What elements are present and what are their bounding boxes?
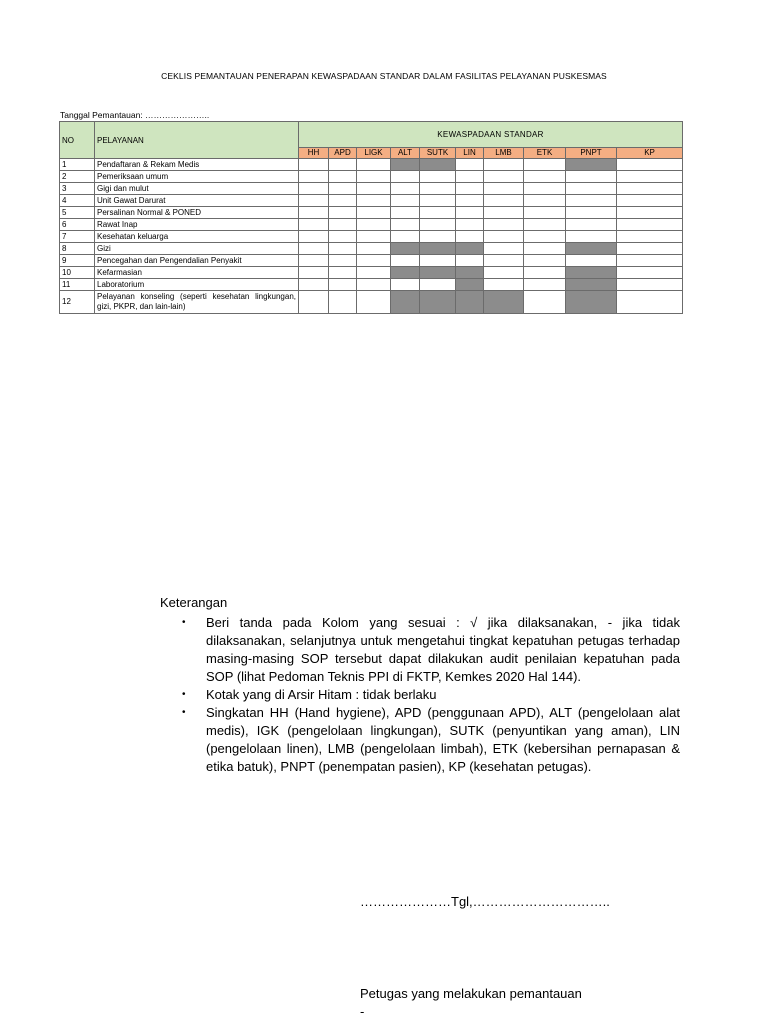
check-cell-etk[interactable]: [524, 207, 566, 219]
check-cell-ligk[interactable]: [357, 159, 391, 171]
check-cell-pnpt[interactable]: [566, 219, 617, 231]
check-cell-apd[interactable]: [329, 243, 357, 255]
service-name: Rawat Inap: [95, 219, 299, 231]
check-cell-apd[interactable]: [329, 255, 357, 267]
subheader-ligk: LIGK: [357, 148, 391, 159]
check-cell-etk[interactable]: [524, 267, 566, 279]
check-cell-pnpt[interactable]: [566, 183, 617, 195]
not-applicable-cell: [391, 291, 420, 314]
document-title: CEKLIS PEMANTAUAN PENERAPAN KEWASPADAAN STANDAR DALAM FASILITAS PELAYANAN PUSKESMAS: [161, 71, 607, 81]
check-cell-etk[interactable]: [524, 159, 566, 171]
check-cell-sutk[interactable]: [420, 231, 456, 243]
check-cell-alt[interactable]: [391, 231, 420, 243]
service-name: Persalinan Normal & PONED: [95, 207, 299, 219]
bullet-icon: •: [182, 617, 186, 628]
table-row: [60, 231, 683, 243]
check-cell-apd[interactable]: [329, 267, 357, 279]
service-name: Pendaftaran & Rekam Medis: [95, 159, 299, 171]
header-service: PELAYANAN: [95, 122, 299, 159]
check-cell-lmb[interactable]: [484, 255, 524, 267]
subheader-sutk: SUTK: [420, 148, 456, 159]
check-cell-lmb[interactable]: [484, 171, 524, 183]
check-cell-pnpt[interactable]: [566, 207, 617, 219]
not-applicable-cell: [391, 243, 420, 255]
subheader-etk: ETK: [524, 148, 566, 159]
not-applicable-cell: [420, 159, 456, 171]
check-cell-lmb[interactable]: [484, 207, 524, 219]
check-cell-lmb[interactable]: [484, 219, 524, 231]
check-cell-hh[interactable]: [299, 159, 329, 171]
service-name: Unit Gawat Darurat: [95, 195, 299, 207]
check-cell-lmb[interactable]: [484, 159, 524, 171]
note-text: Singkatan HH (Hand hygiene), APD (penggunaan APD), ALT (pengelolaan alat medis), IGK (pengelolaan lingkungan), SUTK (penyuntikan yang aman), LIN (pengelolaan linen), LMB (pengelolaan limbah), ETK (kebersihan pernapasan & etika batuk), PNPT (penempatan pasien), KP (kesehatan petugas).: [206, 705, 680, 774]
check-cell-sutk[interactable]: [420, 207, 456, 219]
signer-label: Petugas yang melakukan pemantauan: [360, 986, 582, 1001]
table-row: [60, 207, 683, 219]
check-cell-apd[interactable]: [329, 219, 357, 231]
not-applicable-cell: [456, 291, 484, 314]
row-number: 5: [60, 207, 95, 219]
check-cell-apd[interactable]: [329, 207, 357, 219]
check-cell-hh[interactable]: [299, 279, 329, 291]
subheader-pnpt: PNPT: [566, 148, 617, 159]
check-cell-apd[interactable]: [329, 159, 357, 171]
subheader-apd: APD: [329, 148, 357, 159]
row-number: 8: [60, 243, 95, 255]
not-applicable-cell: [566, 267, 617, 279]
check-cell-lmb[interactable]: [484, 267, 524, 279]
subheader-lin: LIN: [456, 148, 484, 159]
check-cell-hh[interactable]: [299, 267, 329, 279]
check-cell-hh[interactable]: [299, 219, 329, 231]
check-cell-lin[interactable]: [456, 231, 484, 243]
notes-title: Keterangan: [160, 595, 228, 610]
check-cell-hh[interactable]: [299, 183, 329, 195]
row-number: 3: [60, 183, 95, 195]
monitoring-date-line: Tanggal Pemantauan: …………………..: [60, 110, 210, 120]
not-applicable-cell: [391, 159, 420, 171]
check-cell-ligk[interactable]: [357, 279, 391, 291]
check-cell-ligk[interactable]: [357, 183, 391, 195]
not-applicable-cell: [391, 267, 420, 279]
header-standard-precautions: KEWASPADAAN STANDAR: [299, 122, 683, 148]
check-cell-alt[interactable]: [391, 219, 420, 231]
check-cell-hh[interactable]: [299, 291, 329, 314]
bullet-icon: •: [182, 689, 186, 700]
check-cell-sutk[interactable]: [420, 219, 456, 231]
table-row: [60, 171, 683, 183]
check-cell-lin[interactable]: [456, 219, 484, 231]
check-cell-etk[interactable]: [524, 195, 566, 207]
check-cell-kp[interactable]: [617, 255, 683, 267]
check-cell-ligk[interactable]: [357, 291, 391, 314]
table-row: [60, 195, 683, 207]
check-cell-ligk[interactable]: [357, 195, 391, 207]
check-cell-ligk[interactable]: [357, 171, 391, 183]
check-cell-kp[interactable]: [617, 159, 683, 171]
check-cell-etk[interactable]: [524, 171, 566, 183]
check-cell-pnpt[interactable]: [566, 171, 617, 183]
check-cell-apd[interactable]: [329, 195, 357, 207]
service-name: Gigi dan mulut: [95, 183, 299, 195]
check-cell-sutk[interactable]: [420, 183, 456, 195]
check-cell-lin[interactable]: [456, 183, 484, 195]
subheader-lmb: LMB: [484, 148, 524, 159]
signer-name-dash: -: [360, 1004, 365, 1019]
check-cell-apd[interactable]: [329, 171, 357, 183]
check-cell-ligk[interactable]: [357, 243, 391, 255]
check-cell-alt[interactable]: [391, 171, 420, 183]
check-cell-alt[interactable]: [391, 279, 420, 291]
check-cell-alt[interactable]: [391, 195, 420, 207]
check-cell-kp[interactable]: [617, 183, 683, 195]
check-cell-hh[interactable]: [299, 207, 329, 219]
row-number: 11: [60, 279, 95, 291]
check-cell-lmb[interactable]: [484, 195, 524, 207]
not-applicable-cell: [420, 267, 456, 279]
check-cell-hh[interactable]: [299, 195, 329, 207]
check-cell-lmb[interactable]: [484, 183, 524, 195]
check-cell-ligk[interactable]: [357, 207, 391, 219]
service-name: Laboratorium: [95, 279, 299, 291]
service-name: Pemeriksaan umum: [95, 171, 299, 183]
check-cell-etk[interactable]: [524, 183, 566, 195]
check-cell-hh[interactable]: [299, 171, 329, 183]
check-cell-sutk[interactable]: [420, 171, 456, 183]
table-row: [60, 255, 683, 267]
check-cell-alt[interactable]: [391, 207, 420, 219]
not-applicable-cell: [484, 291, 524, 314]
note-text: Beri tanda pada Kolom yang sesuai : √ jika dilaksanakan, - jika tidak dilaksanakan, selanjutnya untuk mengetahui tingkat kepatuhan petugas terhadap masing-masing SOP tersebut dapat dilakukan audit penilaian kepatuhan pada SOP (lihat Pedoman Teknis PPI di FKTP, Kemkes 2020 Hal 144).: [206, 615, 680, 684]
not-applicable-cell: [566, 243, 617, 255]
row-number: 4: [60, 195, 95, 207]
check-cell-alt[interactable]: [391, 183, 420, 195]
row-number: 10: [60, 267, 95, 279]
subheader-alt: ALT: [391, 148, 420, 159]
check-cell-apd[interactable]: [329, 291, 357, 314]
check-cell-kp[interactable]: [617, 243, 683, 255]
check-cell-pnpt[interactable]: [566, 195, 617, 207]
note-text: Kotak yang di Arsir Hitam : tidak berlaku: [206, 687, 437, 702]
not-applicable-cell: [456, 267, 484, 279]
not-applicable-cell: [420, 291, 456, 314]
check-cell-kp[interactable]: [617, 291, 683, 314]
check-cell-pnpt[interactable]: [566, 231, 617, 243]
check-cell-etk[interactable]: [524, 291, 566, 314]
table-row: [60, 183, 683, 195]
check-cell-pnpt[interactable]: [566, 255, 617, 267]
note-item: [182, 614, 680, 686]
check-cell-apd[interactable]: [329, 279, 357, 291]
row-number: 12: [60, 291, 95, 314]
table-row: [60, 159, 683, 171]
check-cell-kp[interactable]: [617, 267, 683, 279]
check-cell-apd[interactable]: [329, 183, 357, 195]
check-cell-kp[interactable]: [617, 219, 683, 231]
bullet-icon: •: [182, 707, 186, 718]
service-name: Pelayanan konseling (seperti kesehatan lingkungan, gizi, PKPR, dan lain-lain): [95, 291, 299, 314]
not-applicable-cell: [566, 159, 617, 171]
check-cell-lin[interactable]: [456, 195, 484, 207]
service-name: Gizi: [95, 243, 299, 255]
check-cell-ligk[interactable]: [357, 219, 391, 231]
check-cell-lmb[interactable]: [484, 243, 524, 255]
check-cell-lin[interactable]: [456, 207, 484, 219]
row-number: 7: [60, 231, 95, 243]
check-cell-etk[interactable]: [524, 255, 566, 267]
table-body: [60, 159, 683, 314]
not-applicable-cell: [456, 243, 484, 255]
check-cell-alt[interactable]: [391, 255, 420, 267]
notes-section: [160, 594, 680, 776]
row-number: 6: [60, 219, 95, 231]
note-item: [182, 686, 680, 704]
check-cell-lin[interactable]: [456, 159, 484, 171]
check-cell-etk[interactable]: [524, 279, 566, 291]
note-item: [182, 704, 680, 776]
check-cell-sutk[interactable]: [420, 255, 456, 267]
check-cell-sutk[interactable]: [420, 279, 456, 291]
check-cell-ligk[interactable]: [357, 267, 391, 279]
check-cell-ligk[interactable]: [357, 231, 391, 243]
header-no: NO: [60, 122, 95, 159]
check-cell-lmb[interactable]: [484, 231, 524, 243]
check-cell-hh[interactable]: [299, 231, 329, 243]
service-name: Kefarmasian: [95, 267, 299, 279]
row-number: 1: [60, 159, 95, 171]
check-cell-etk[interactable]: [524, 231, 566, 243]
check-cell-kp[interactable]: [617, 195, 683, 207]
table-row: [60, 267, 683, 279]
table-row: [60, 291, 683, 314]
table-row: [60, 243, 683, 255]
check-cell-lin[interactable]: [456, 255, 484, 267]
not-applicable-cell: [566, 279, 617, 291]
signature-date-line: …………………Tgl,…………………………..: [360, 894, 610, 909]
row-number: 2: [60, 171, 95, 183]
check-cell-etk[interactable]: [524, 219, 566, 231]
subheader-kp: KP: [617, 148, 683, 159]
check-cell-kp[interactable]: [617, 207, 683, 219]
check-cell-etk[interactable]: [524, 243, 566, 255]
table-row: [60, 219, 683, 231]
check-cell-lin[interactable]: [456, 171, 484, 183]
check-cell-hh[interactable]: [299, 243, 329, 255]
check-cell-sutk[interactable]: [420, 195, 456, 207]
check-cell-kp[interactable]: [617, 171, 683, 183]
subheader-hh: HH: [299, 148, 329, 159]
checklist-table: [59, 121, 683, 314]
row-number: 9: [60, 255, 95, 267]
check-cell-kp[interactable]: [617, 231, 683, 243]
check-cell-lmb[interactable]: [484, 279, 524, 291]
not-applicable-cell: [566, 291, 617, 314]
check-cell-hh[interactable]: [299, 255, 329, 267]
not-applicable-cell: [456, 279, 484, 291]
not-applicable-cell: [420, 243, 456, 255]
check-cell-kp[interactable]: [617, 279, 683, 291]
check-cell-apd[interactable]: [329, 231, 357, 243]
check-cell-ligk[interactable]: [357, 255, 391, 267]
service-name: Pencegahan dan Pengendalian Penyakit: [95, 255, 299, 267]
notes-list: [160, 614, 680, 776]
table-row: [60, 279, 683, 291]
service-name: Kesehatan keluarga: [95, 231, 299, 243]
